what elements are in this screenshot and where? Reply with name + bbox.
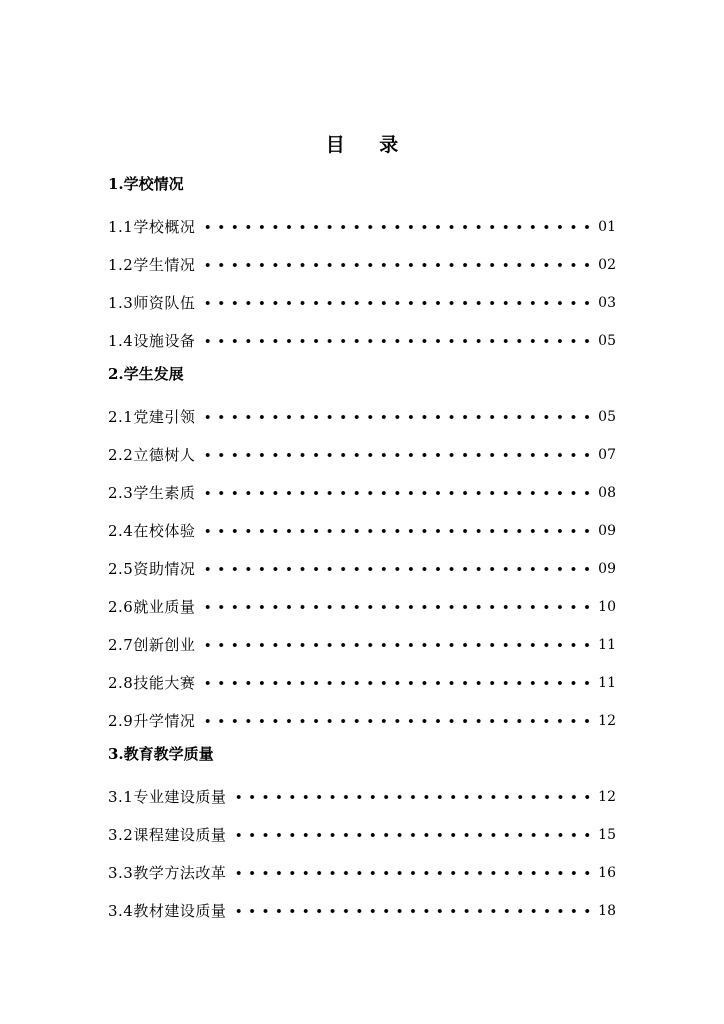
toc-entry[interactable] <box>108 892 616 930</box>
toc-entry-page: 15 <box>598 827 616 843</box>
toc-entry-page: 08 <box>598 485 616 501</box>
toc-entry-label: 2.5资助情况 <box>108 560 196 578</box>
dot-leader <box>201 718 594 724</box>
toc-entry[interactable] <box>108 474 616 512</box>
dot-leader <box>201 300 594 306</box>
dot-leader <box>201 224 594 230</box>
toc-entry[interactable] <box>108 588 616 626</box>
toc-entry-page: 09 <box>598 561 616 577</box>
toc-entry-page: 09 <box>598 523 616 539</box>
dot-leader <box>201 490 594 496</box>
toc-entry-label: 1.3师资队伍 <box>108 294 196 312</box>
toc-entry-label: 1.2学生情况 <box>108 256 196 274</box>
toc-entry-label: 3.2课程建设质量 <box>108 826 227 844</box>
toc-entry[interactable] <box>108 816 616 854</box>
toc-entry-label: 2.2立德树人 <box>108 446 196 464</box>
toc-entry-label: 2.7创新创业 <box>108 636 196 654</box>
toc-entry[interactable] <box>108 246 616 284</box>
toc-entry-label: 2.6就业质量 <box>108 598 196 616</box>
toc-section-heading[interactable]: 3.教育教学质量 <box>108 745 214 763</box>
dot-leader <box>201 642 594 648</box>
toc-entry[interactable] <box>108 702 616 740</box>
toc-entry[interactable] <box>108 778 616 816</box>
dot-leader <box>201 452 594 458</box>
toc-entry-page: 12 <box>598 789 616 805</box>
dot-leader <box>201 338 594 344</box>
toc-entry-page: 12 <box>598 713 616 729</box>
toc-entry[interactable] <box>108 208 616 246</box>
toc-entry-page: 11 <box>598 675 616 691</box>
toc-entry-page: 18 <box>598 903 616 919</box>
toc-entry-label: 2.9升学情况 <box>108 712 196 730</box>
toc-section-heading[interactable]: 2.学生发展 <box>108 365 184 383</box>
toc-entry[interactable] <box>108 512 616 550</box>
toc-section-heading[interactable]: 1.学校情况 <box>108 175 184 193</box>
toc-entry-label: 2.4在校体验 <box>108 522 196 540</box>
toc-entry-label: 2.8技能大赛 <box>108 674 196 692</box>
dot-leader <box>201 414 594 420</box>
toc-entry-label: 3.1专业建设质量 <box>108 788 227 806</box>
toc-entry-page: 11 <box>598 637 616 653</box>
dot-leader <box>232 832 594 838</box>
toc-entry-label: 1.1学校概况 <box>108 218 196 236</box>
toc-entry[interactable] <box>108 436 616 474</box>
toc-entry-page: 16 <box>598 865 616 881</box>
toc-entry-page: 07 <box>598 447 616 463</box>
dot-leader <box>201 262 594 268</box>
dot-leader <box>201 604 594 610</box>
dot-leader <box>232 794 594 800</box>
toc-entry[interactable] <box>108 626 616 664</box>
toc-entry-label: 1.4设施设备 <box>108 332 196 350</box>
toc-entry-page: 10 <box>598 599 616 615</box>
dot-leader <box>201 680 594 686</box>
toc-entry[interactable] <box>108 398 616 436</box>
dot-leader <box>201 528 594 534</box>
toc-entry-page: 02 <box>598 257 616 273</box>
toc-entry-page: 01 <box>598 219 616 235</box>
dot-leader <box>232 908 594 914</box>
toc-entry-label: 2.3学生素质 <box>108 484 196 502</box>
toc-entry-label: 2.1党建引领 <box>108 408 196 426</box>
toc-entry[interactable] <box>108 284 616 322</box>
toc-entry-page: 03 <box>598 295 616 311</box>
dot-leader <box>201 566 594 572</box>
dot-leader <box>232 870 594 876</box>
toc-entry[interactable] <box>108 550 616 588</box>
toc-entry-page: 05 <box>598 333 616 349</box>
toc-entry-label: 3.3教学方法改革 <box>108 864 227 882</box>
table-of-contents <box>108 170 616 930</box>
toc-entry-label: 3.4教材建设质量 <box>108 902 227 920</box>
toc-entry-page: 05 <box>598 409 616 425</box>
page-title: 目 录 <box>325 134 413 156</box>
toc-entry[interactable] <box>108 854 616 892</box>
toc-entry[interactable] <box>108 664 616 702</box>
toc-entry[interactable] <box>108 322 616 360</box>
